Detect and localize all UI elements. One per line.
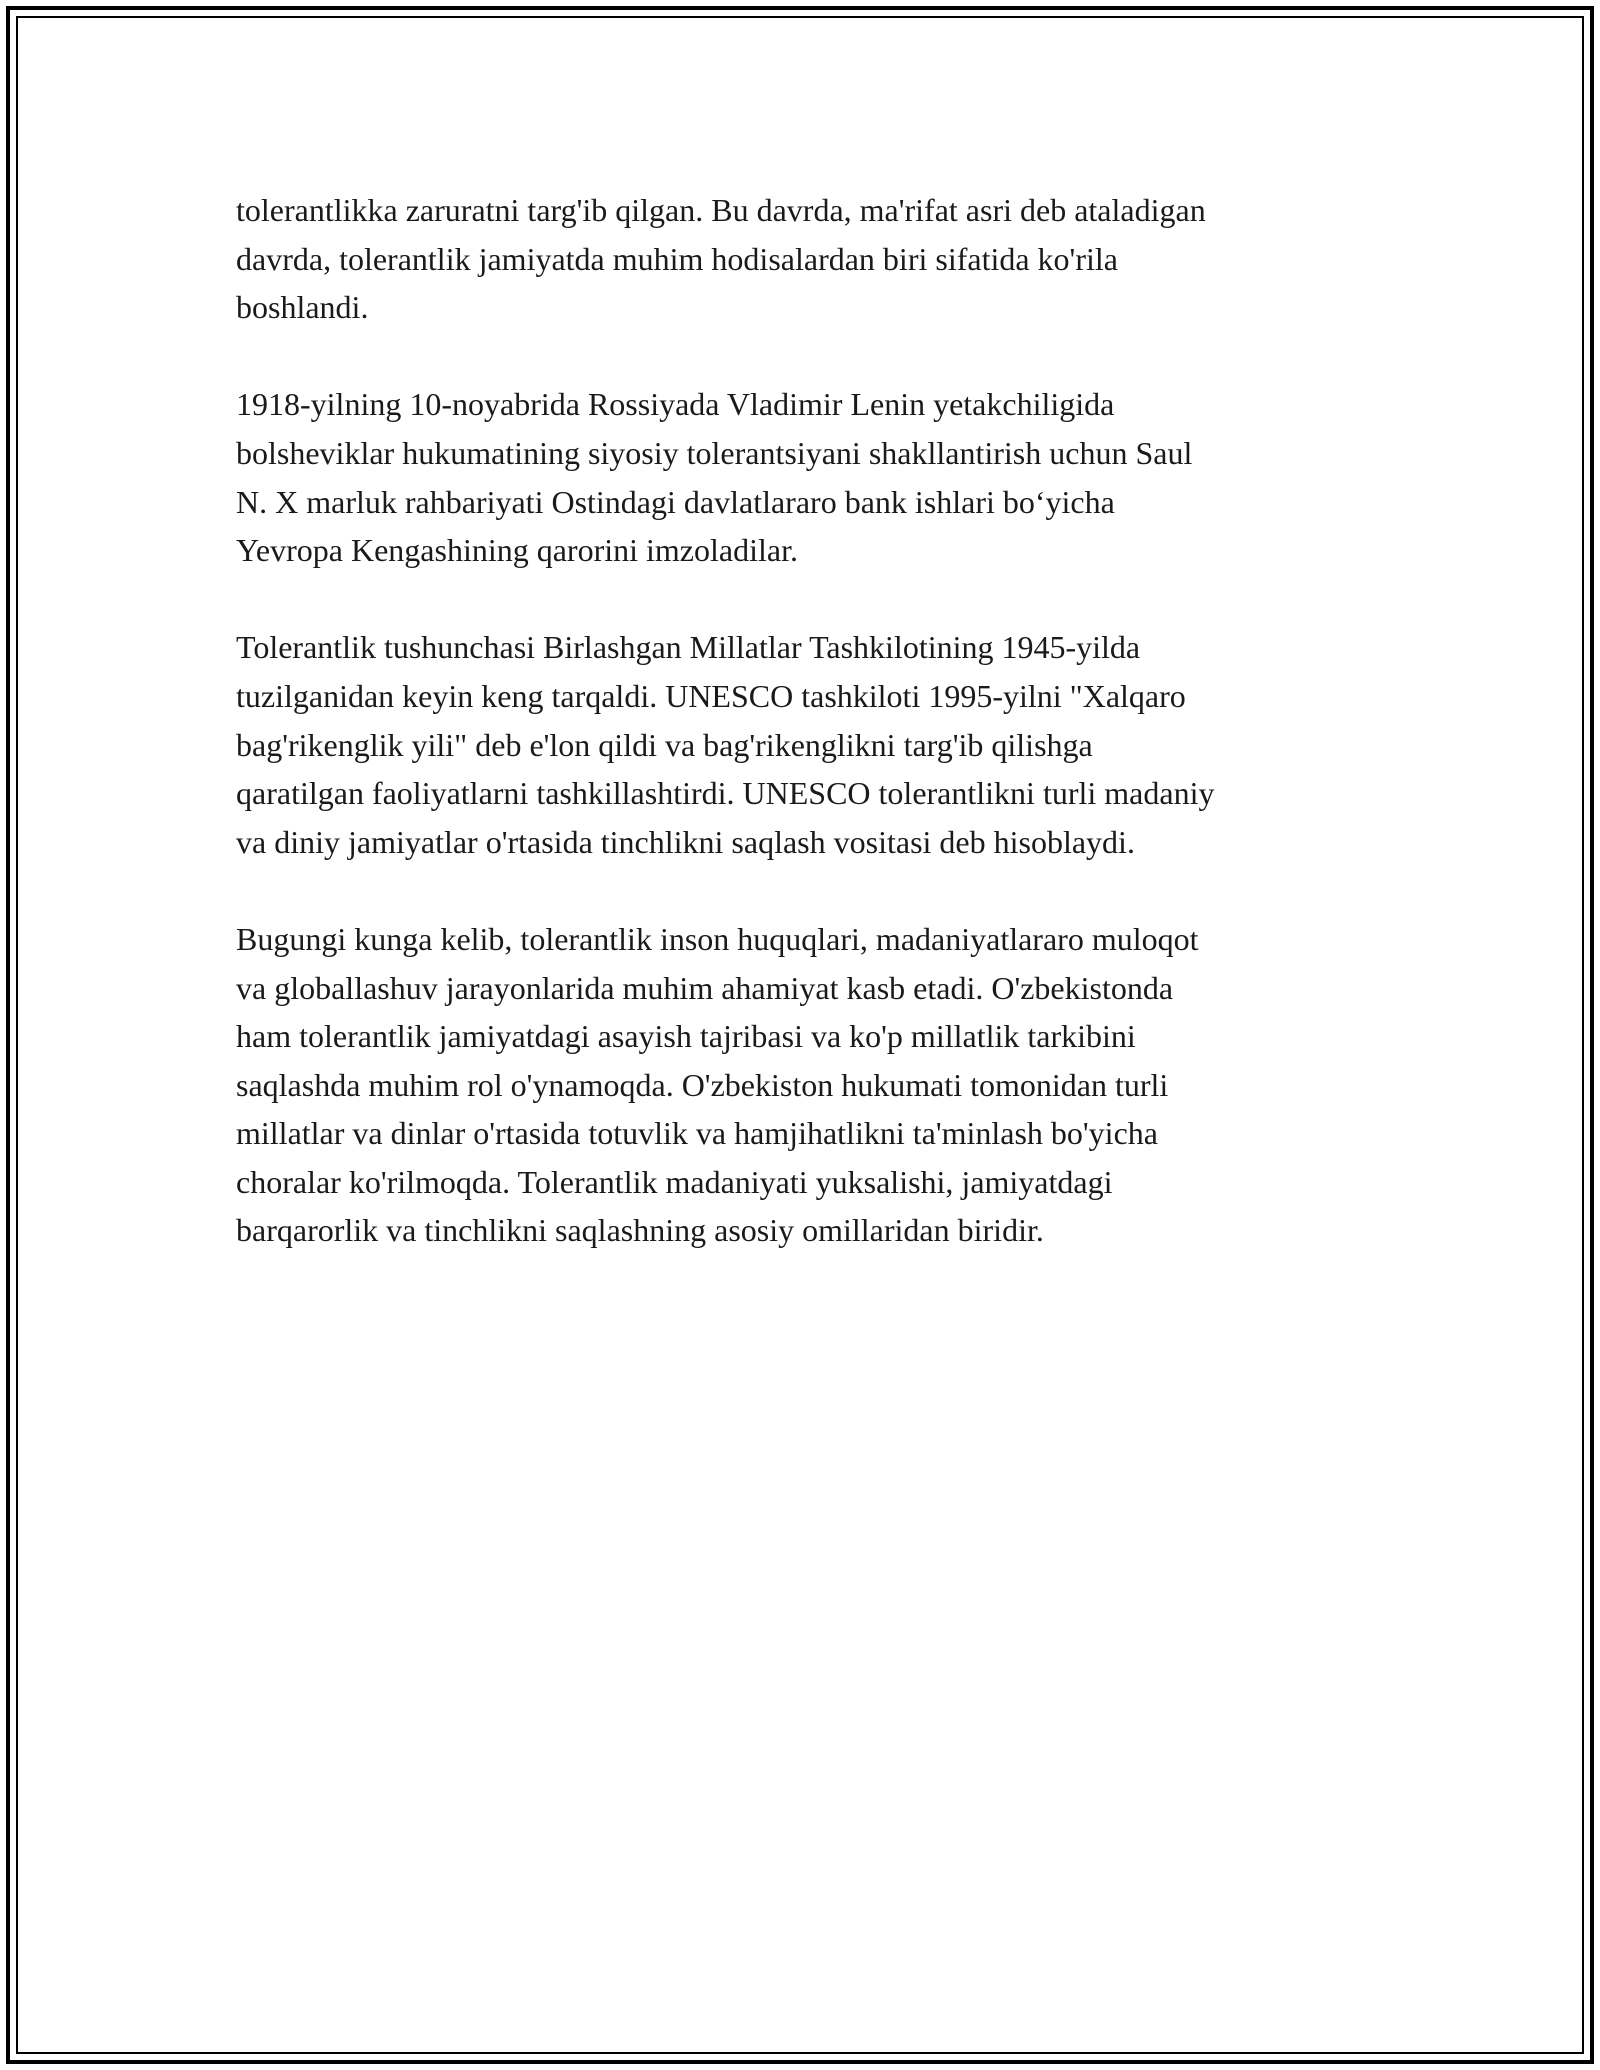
paragraph-3: Tolerantlik tushunchasi Birlashgan Millatlar Tashkilotining 1945-yilda tuzilganidan keyin keng tarqaldi. UNESCO tashkiloti 1995-yilni "Xalqaro bag'rikenglik yili" deb e'lon qildi va bag'rikenglikni targ'ib qilishga qaratilgan faoliyatlarni tashkillashtirdi. UNESCO tolerantlikni turli madaniy va diniy jamiyatlar o'rtasida tinchlikni saqlash vositasi deb hisoblaydi. [236, 629, 1215, 860]
paragraph-2: 1918-yilning 10-noyabrida Rossiyada Vladimir Lenin yetakchiligida bolsheviklar hukumatining siyosiy tolerantsiyani shakllantirish uchun Saul N. X marluk rahbariyati Ostindagi davlatlararo bank ishlari bo‘yicha Yevropa Kengashining qarorini imzoladilar. [236, 386, 1193, 569]
paragraph-1: tolerantlikka zaruratni targ'ib qilgan. Bu davrda, ma'rifat asri deb ataladigan davrda, tolerantlik jamiyatda muhim hodisalardan biri sifatida ko'rila boshlandi. [236, 192, 1206, 326]
paragraph-4: Bugungi kunga kelib, tolerantlik inson huquqlari, madaniyatlararo muloqot va globallashuv jarayonlarida muhim ahamiyat kasb etadi. O'zbekistonda ham tolerantlik jamiyatdagi asayish tajribasi va ko'p millatlik tarkibini saqlashda muhim rol o'ynamoqda. O'zbekiston hukumati tomonidan turli millatlar va dinlar o'rtasida totuvlik va hamjihatlikni ta'minlash bo'yicha choralar ko'rilmoqda. Tolerantlik madaniyati yuksalishi, jamiyatdagi barqarorlik va tinchlikni saqlashning asosiy omillaridan biridir. [236, 920, 1199, 1249]
document-body [236, 186, 1366, 1304]
